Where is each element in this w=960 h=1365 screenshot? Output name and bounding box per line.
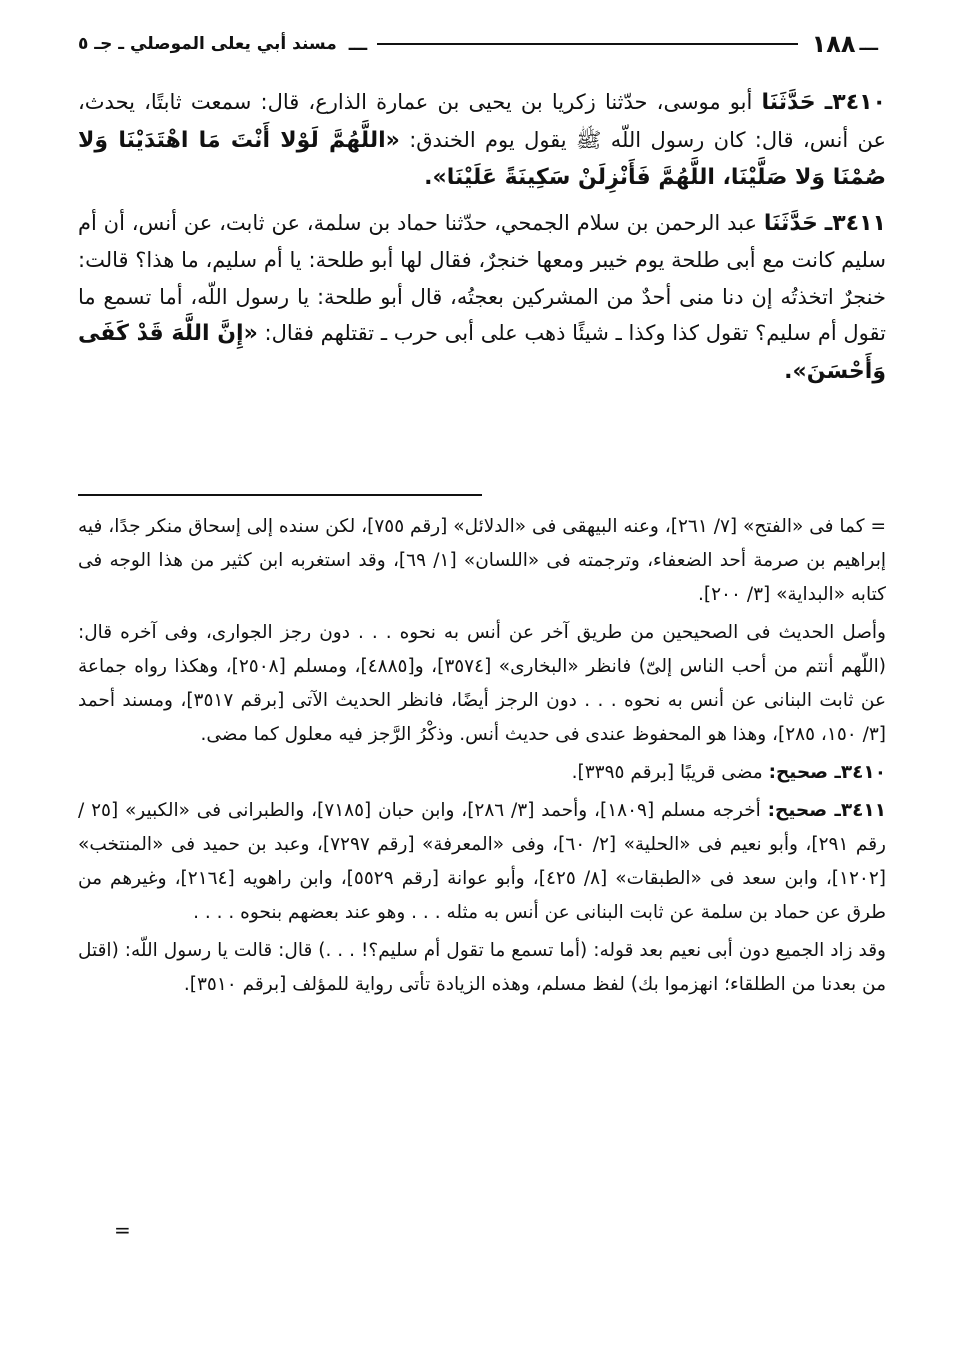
continuation-mark: = bbox=[870, 516, 886, 537]
footnote-text: وأصل الحديث فى الصحيحين من طريق آخر عن أنس به نحوه . . . دون رجز الجوارى، وفى آخره قال: (اللّهم أنتم من أحب الناس إلىّ) فانظر «البخارى» [٣٥٧٤]، و[٤٨٨٥]، ومسلم [٢٥٠٨]، وهكذا رواه جماعة عن ثابت البنانى عن أنس به نحوه . . . دون الرجز أيضًا، فانظر الحديث الآتى [برقم ٣٥١٧]، ومسند أحمد [٣/ ١٥٠، ٢٨٥]، وهذا هو المحفوظ عندى فى حديث أنس. وذكْرُ الرَّجز فيه معلول كما مضى. bbox=[78, 622, 886, 745]
footnote bbox=[78, 934, 886, 1002]
footnote-text: مضى قريبًا [برقم ٣٣٩٥]. bbox=[571, 762, 763, 783]
hadith-text: أبو موسى، حدّثنا زكريا بن يحيى بن عمارة الذارع، قال: سمعت ثابتًا، يحدث، عن أنس، قال: كان رسول اللّه ﷺ يقول يوم الخندق: bbox=[78, 90, 887, 152]
footnote-text: وقد زاد الجميع دون أبى نعيم بعد قوله: (أما تسمع ما تقول أم سليم؟! . . .) قال: قالت يا رسول اللّه: (اقتل من بعدنا من الطلقاء؛ انهزموا بك) لفظ مسلم، وهذه الزيادة تأتى رواية للمؤلف [برقم ٣٥١٠]. bbox=[78, 940, 886, 995]
footnotes bbox=[78, 510, 886, 1006]
header-dash-right: ـــ bbox=[859, 33, 878, 55]
header-rule bbox=[377, 43, 797, 45]
hadith-text: عبد الرحمن بن سلام الجمحي، حدّثنا حماد بن سلمة، عن ثابت، عن أنس، أن أم سليم كانت مع أبى طلحة يوم خيبر ومعها خنجرٌ، فقال لها أبو طلحة: يا أم سليم، ما هذا؟ قالت: خنجرٌ اتخذتُه إن دنا منى أحدٌ من المشركين بعجتُه، قال أبو طلحة: يا رسول اللّه، أما تسمع ما تقول أم سليم؟ تقول كذا وكذا ـ شيئًا ذهب على أبى حرب ـ تقتلهم فقال: bbox=[78, 210, 886, 345]
footnote-text: كما فى «الفتح» [٧/ ٢٦١]، وعنه البيهقى فى «الدلائل» [رقم ٧٥٥]، لكن سنده إلى إسحاق منكر جدًا، فيه إبراهيم بن صرمة أحد الضعفاء، وترجمته فى «اللسان» [١/ ٦٩]، وقد استغربه ابن كثير من هذا الوجه فى كتابه «البداية» [٣/ ٢٠٠]. bbox=[78, 516, 886, 605]
hadith-entry bbox=[78, 84, 886, 197]
header-title: مسند أبي يعلى الموصلي ـ جـ ٥ bbox=[78, 34, 337, 54]
footnote bbox=[78, 756, 886, 790]
haddathana-word: حَدَّثَنَا bbox=[761, 90, 816, 115]
footnote bbox=[78, 510, 886, 612]
hadith-quote: «اللَّهُمَّ لَوْلا أَنْتَ مَا اهْتَدَيْنَا وَلا صُمْنَا وَلا صَلَّيْنَا، اللَّهُمَّ فَأَنْزِلَنْ سَكِينَةً عَلَيْنَا». bbox=[78, 127, 886, 190]
hadith-number: ٣٤١٠ـ bbox=[824, 90, 886, 115]
footnote-grade: ٣٤١١ـ صحيح: bbox=[767, 800, 886, 821]
footnote bbox=[78, 794, 886, 930]
haddathana-word: حَدَّثَنَا bbox=[763, 210, 818, 236]
footnote-grade: ٣٤١٠ـ صحيح: bbox=[768, 762, 886, 783]
page-continuation-mark: = bbox=[114, 1218, 131, 1242]
hadith-entry bbox=[78, 205, 886, 391]
main-text bbox=[78, 84, 886, 398]
hadith-number: ٣٤١١ـ bbox=[824, 210, 886, 236]
page-number: ١٨٨ bbox=[811, 30, 856, 58]
hadith-quote: «إِنَّ اللَّهَ قَدْ كَفَى وَأَحْسَنَ». bbox=[78, 321, 886, 384]
header-dash-left: ـــ bbox=[348, 33, 368, 55]
footnote-text: أخرجه مسلم [١٨٠٩]، وأحمد [٣/ ٢٨٦]، وابن حبان [٧١٨٥]، والطبرانى فى «الكبير» [٢٥ / رقم ٢٩١]، وأبو نعيم فى «الحلية» [٢/ ٦٠]، وفى «المعرفة» [رقم ٧٢٩٧]، وعبد بن حميد فى «المنتخب» [١٢٠٢]، وابن سعد فى «الطبقات» [٨/ ٤٢٥]، وأبو عوانة [رقم ٥٥٢٩]، وابن راهويه [٢١٦٤]، وغيرهم من طرق عن حماد بن سلمة عن ثابت البنانى عن أنس به مثله . . . وهو عند بعضهم بنحوه . . . . bbox=[78, 800, 886, 923]
footnote bbox=[78, 616, 886, 752]
running-header bbox=[78, 24, 882, 64]
footnote-separator bbox=[78, 494, 482, 496]
